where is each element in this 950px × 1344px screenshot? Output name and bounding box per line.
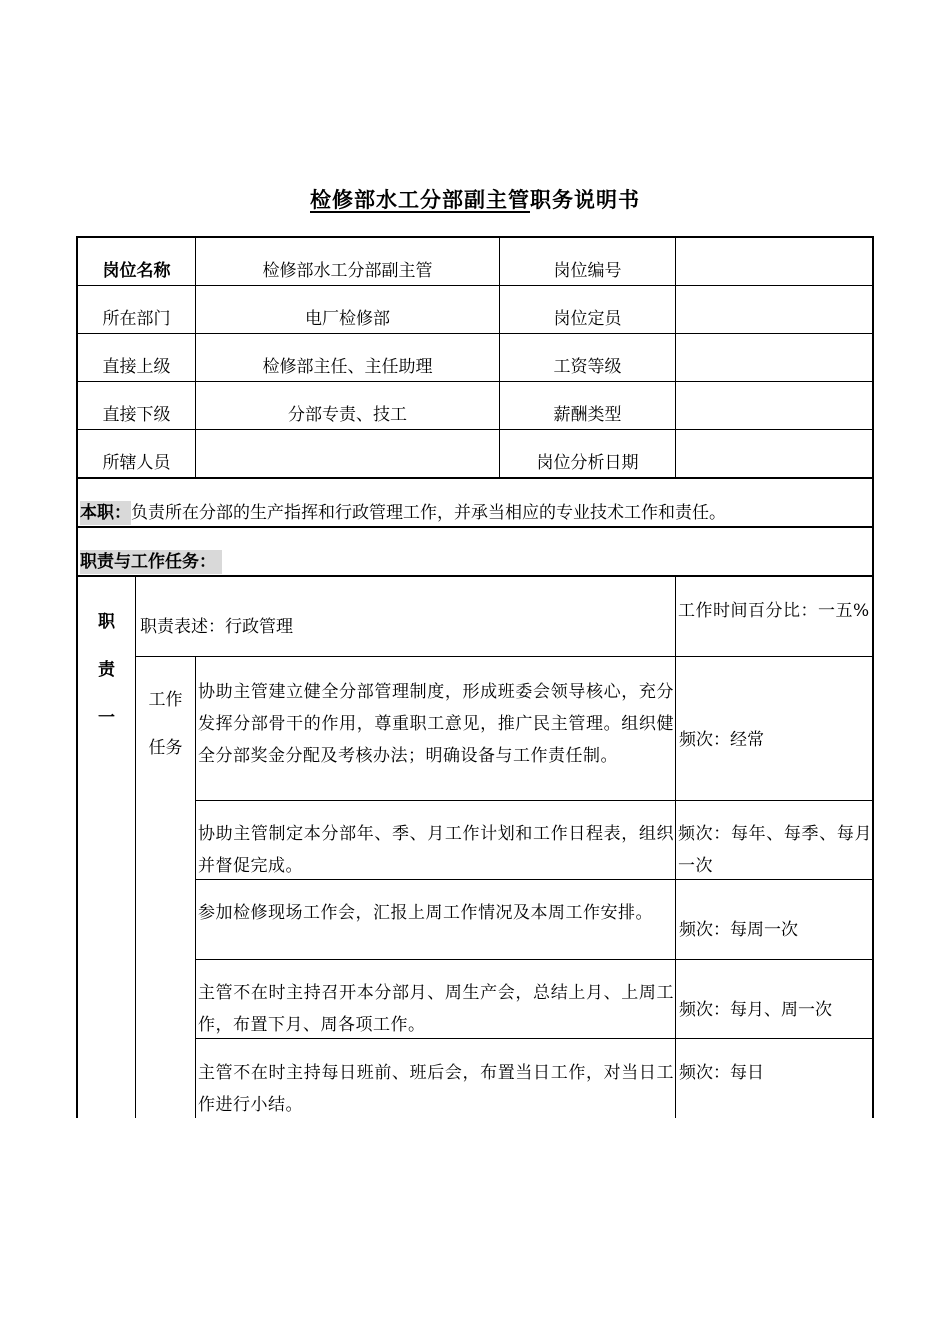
- label-direct-subordinate: 直接下级: [102, 405, 171, 425]
- tasks-header-row: [78, 547, 872, 577]
- responsibility-one-label: [78, 598, 135, 742]
- value-analysis-date: [676, 447, 872, 479]
- task-4-frequency: 频次：每月、周一次: [679, 1000, 832, 1020]
- label-analysis-date: 岗位分析日期: [536, 453, 639, 473]
- col-divider: [195, 657, 196, 1118]
- value-position-name: 检修部水工分部副主管: [262, 261, 433, 281]
- label-position-id: 岗位编号: [553, 261, 622, 281]
- label-headcount: 岗位定员: [553, 309, 622, 329]
- col-divider: [135, 577, 136, 1118]
- time-percentage: 工作时间百分比：一五%: [678, 601, 870, 621]
- vertical-char: 一: [98, 708, 115, 728]
- duty-label: 本职：: [80, 503, 131, 523]
- label-department: 所在部门: [102, 309, 171, 329]
- label-staff: 所辖人员: [102, 453, 171, 473]
- tasks-header: 职责与工作任务：: [80, 550, 222, 574]
- value-staff: [196, 447, 499, 479]
- work-task-label-line: 任务: [148, 738, 183, 758]
- duty-text: 负责所在分部的生产指挥和行政管理工作，并承当相应的专业技术工作和责任。: [131, 503, 726, 523]
- row-divider: [136, 656, 873, 657]
- label-salary-grade: 工资等级: [553, 357, 622, 377]
- responsibility-description: 职责表述：行政管理: [140, 617, 293, 637]
- label-direct-superior: 直接上级: [102, 357, 171, 377]
- value-department: 电厂检修部: [305, 309, 390, 329]
- task-1-frequency: 频次：经常: [679, 730, 764, 750]
- row-divider: [77, 526, 873, 528]
- row-divider: [77, 575, 873, 577]
- table-border-right: [872, 236, 874, 1118]
- value-pay-type: [676, 399, 872, 431]
- work-task-label: [136, 676, 195, 772]
- row-divider: [196, 959, 873, 960]
- task-5-text: 主管不在时主持每日班前、班后会，布置当日工作，对当日工作进行小结。: [198, 1063, 674, 1115]
- task-3-text: 参加检修现场工作会，汇报上周工作情况及本周工作安排。: [198, 903, 653, 923]
- col-divider: [675, 577, 676, 1118]
- task-4-text: 主管不在时主持召开本分部月、周生产会，总结上月、上周工作，布置下月、周各项工作。: [198, 983, 674, 1035]
- task-5-frequency: 频次：每日: [679, 1063, 764, 1083]
- title-plain: 职务说明书: [530, 188, 640, 212]
- value-direct-superior: 检修部主任、主任助理: [262, 357, 433, 377]
- value-salary-grade: [676, 351, 872, 383]
- vertical-char: 职: [98, 612, 115, 632]
- title-underlined: 检修部水工分部副主管: [310, 188, 530, 212]
- value-direct-subordinate: 分部专责、技工: [288, 405, 407, 425]
- work-task-label-line: 工作: [148, 690, 183, 710]
- label-pay-type: 薪酬类型: [553, 405, 622, 425]
- label-position-name: 岗位名称: [102, 261, 171, 281]
- task-2-text: 协助主管制定本分部年、季、月工作计划和工作日程表，组织并督促完成。: [198, 824, 674, 876]
- task-2-frequency: 频次：每年、每季、每月一次: [678, 824, 872, 876]
- vertical-char: 责: [98, 660, 115, 680]
- value-headcount: [676, 303, 872, 335]
- value-position-id: [676, 255, 872, 287]
- task-1-text: 协助主管建立健全分部管理制度，形成班委会领导核心，充分发挥分部骨干的作用，尊重职工意见，推广民主管理。组织健全分部奖金分配及考核办法；明确设备与工作责任制。: [198, 682, 674, 766]
- task-3-frequency: 频次：每周一次: [679, 920, 798, 940]
- row-divider: [196, 800, 873, 801]
- duty-row: [78, 498, 872, 528]
